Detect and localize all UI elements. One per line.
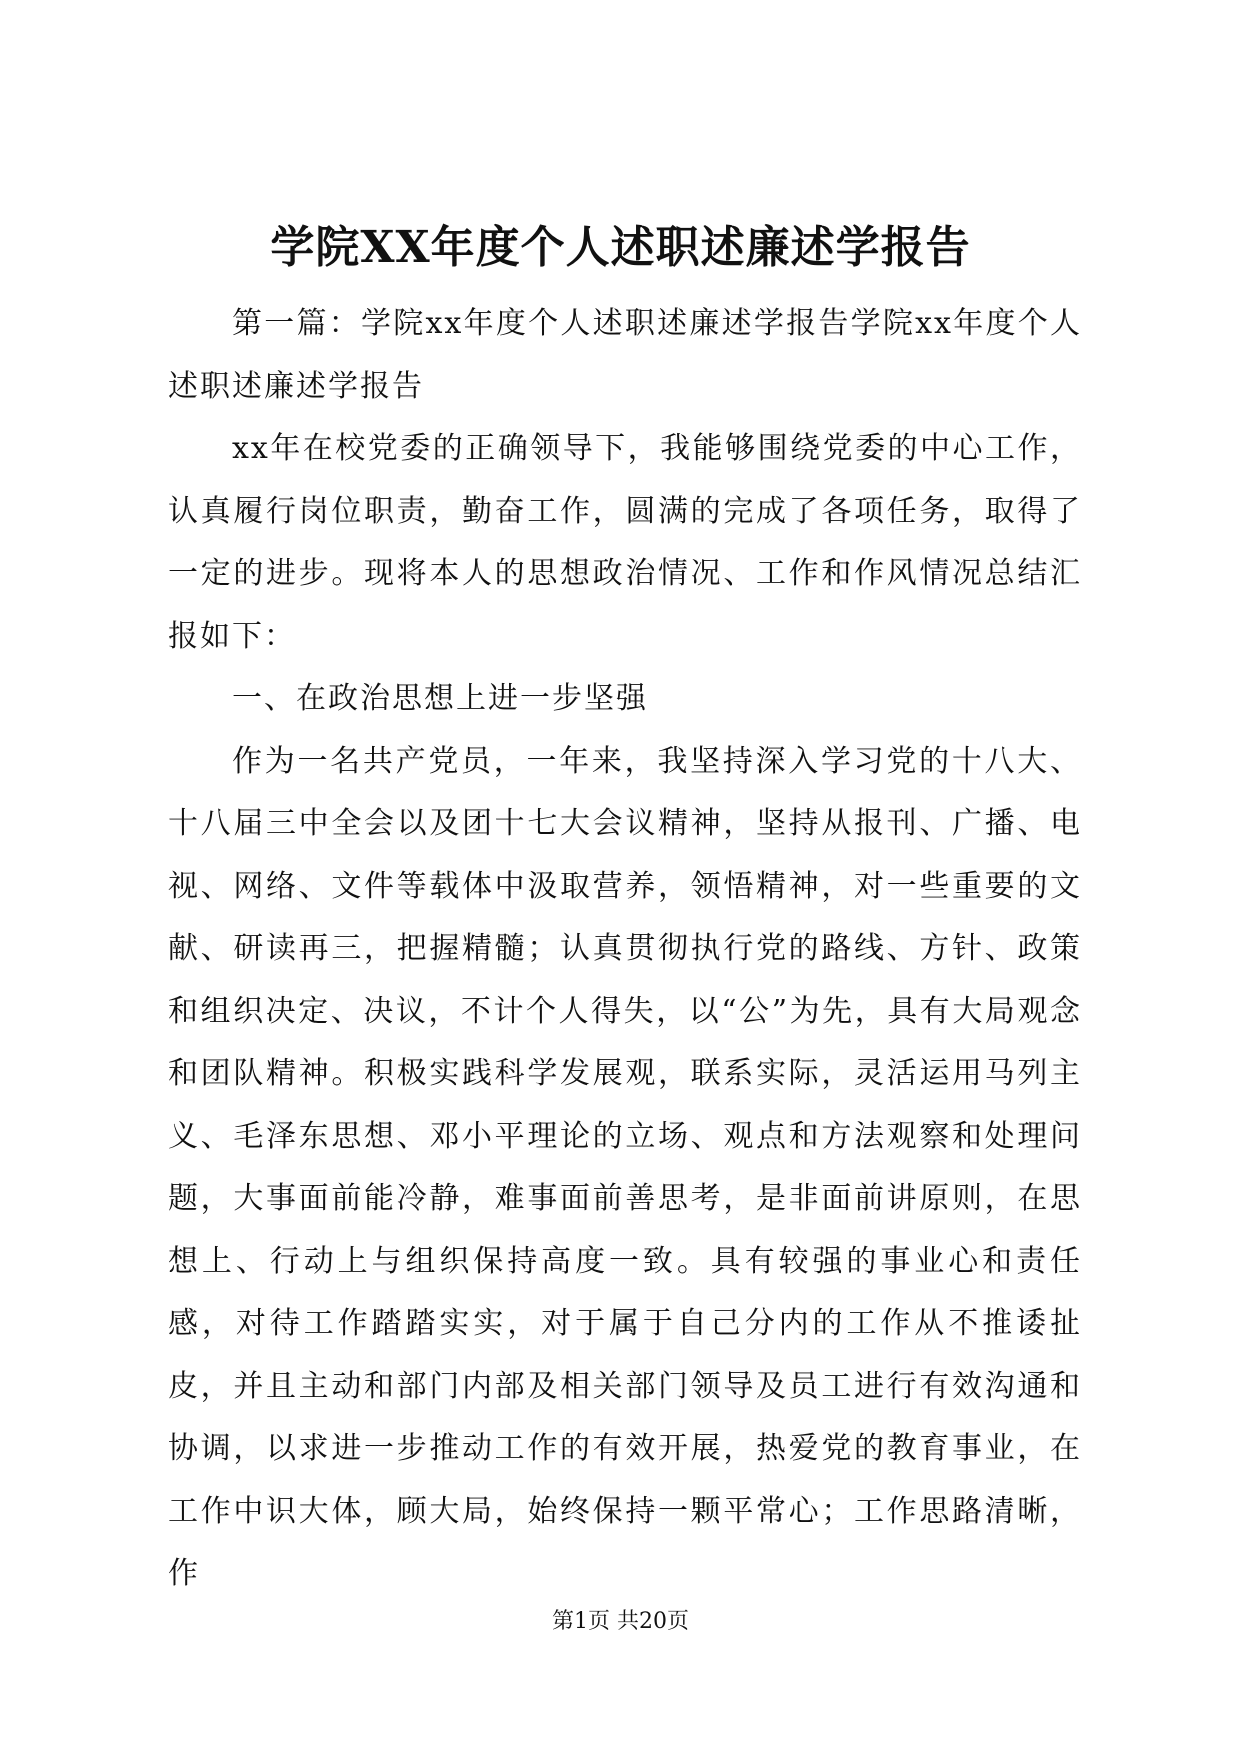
document-body [168, 293, 1082, 1606]
paragraph-overview: xx年在校党委的正确领导下，我能够围绕党委的中心工作，认真履行岗位职责，勤奋工作，圆满的完成了各项任务，取得了一定的进步。现将本人的思想政治情况、工作和作风情况总结汇报如下： [168, 431, 1082, 654]
section-heading-political: 一、在政治思想上进一步坚强 [232, 681, 648, 716]
paragraph-intro: 第一篇：学院xx年度个人述职述廉述学报告学院xx年度个人述职述廉述学报告 [168, 306, 1082, 404]
page-indicator: 第1页 共20页 [552, 1609, 689, 1634]
paragraph-political: 作为一名共产党员，一年来，我坚持深入学习党的十八大、十八届三中全会以及团十七大会议精神，坚持从报刊、广播、电视、网络、文件等载体中汲取营养，领悟精神，对一些重要的文献、研读再三，把握精髓；认真贯彻执行党的路线、方针、政策和组织决定、决议，不计个人得失，以“公”为先，具有大局观念和团队精神。积极实践科学发展观，联系实际，灵活运用马列主义、毛泽东思想、邓小平理论的立场、观点和方法观察和处理问题，大事面前能冷静，难事面前善思考，是非面前讲原则，在思想上、行动上与组织保持高度一致。具有较强的事业心和责任感，对待工作踏踏实实，对于属于自己分内的工作从不推诿扯皮，并且主动和部门内部及相关部门领导及员工进行有效沟通和协调，以求进一步推动工作的有效开展，热爱党的教育事业，在工作中识大体，顾大局，始终保持一颗平常心；工作思路清晰，作 [168, 743, 1082, 1591]
document-title: 学院XX年度个人述职述廉述学报告 [270, 222, 971, 273]
